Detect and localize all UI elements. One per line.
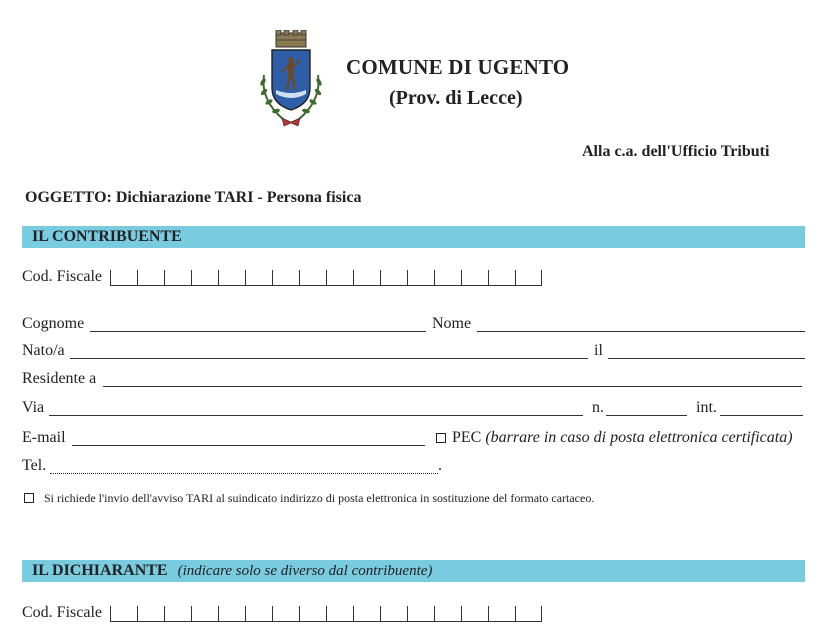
- cod-fiscale-label: Cod. Fiscale: [22, 604, 102, 621]
- municipality-name: COMUNE DI UGENTO: [346, 55, 570, 79]
- email-consent-text: Si richiede l'invio dell'avviso TARI al suindicato indirizzo di posta elettronica in sostituzione del formato cartaceo.: [44, 491, 595, 505]
- section-title: IL DICHIARANTE: [32, 562, 168, 579]
- tel-field[interactable]: [50, 473, 438, 474]
- pec-note: (barrare in caso di posta elettronica certificata): [485, 429, 793, 446]
- il-label: il: [594, 342, 603, 359]
- attention-line: Alla c.a. dell'Ufficio Tributi: [582, 143, 770, 160]
- subject-line: OGGETTO: Dichiarazione TARI - Persona fisica: [25, 189, 362, 206]
- residente-label: Residente a: [22, 370, 97, 387]
- via-field[interactable]: [49, 415, 583, 416]
- int-label: int.: [696, 399, 717, 416]
- cod-fiscale-input[interactable]: [110, 270, 542, 286]
- cognome-label: Cognome: [22, 315, 85, 332]
- section-contribuente-header: [22, 226, 805, 248]
- tel-label: Tel.: [22, 457, 47, 474]
- nato-field[interactable]: [70, 358, 588, 359]
- section-dichiarante-header: [22, 560, 805, 582]
- interior-field[interactable]: [720, 415, 803, 416]
- nato-label: Nato/a: [22, 342, 65, 359]
- via-label: Via: [22, 399, 45, 416]
- nome-label: Nome: [432, 315, 472, 332]
- coat-of-arms-icon: [256, 30, 326, 130]
- email-consent-checkbox[interactable]: [24, 493, 34, 503]
- email-field[interactable]: [72, 445, 425, 446]
- province-name: (Prov. di Lecce): [389, 87, 523, 109]
- section-title: IL CONTRIBUENTE: [32, 228, 182, 245]
- birth-date-field[interactable]: [608, 358, 805, 359]
- civic-number-field[interactable]: [606, 415, 687, 416]
- cognome-field[interactable]: [90, 331, 426, 332]
- residente-field[interactable]: [103, 386, 802, 387]
- pec-label-group: [452, 429, 793, 447]
- cod-fiscale-label: Cod. Fiscale: [22, 268, 102, 285]
- nome-field[interactable]: [477, 331, 805, 332]
- email-label: E-mail: [22, 429, 66, 446]
- dichiarante-cod-fiscale-input[interactable]: [110, 606, 542, 622]
- pec-label: PEC: [452, 429, 482, 446]
- pec-checkbox[interactable]: [436, 433, 446, 443]
- tel-end: .: [438, 457, 442, 474]
- section-note: (indicare solo se diverso dal contribuente): [177, 563, 433, 579]
- n-label: n.: [592, 399, 604, 416]
